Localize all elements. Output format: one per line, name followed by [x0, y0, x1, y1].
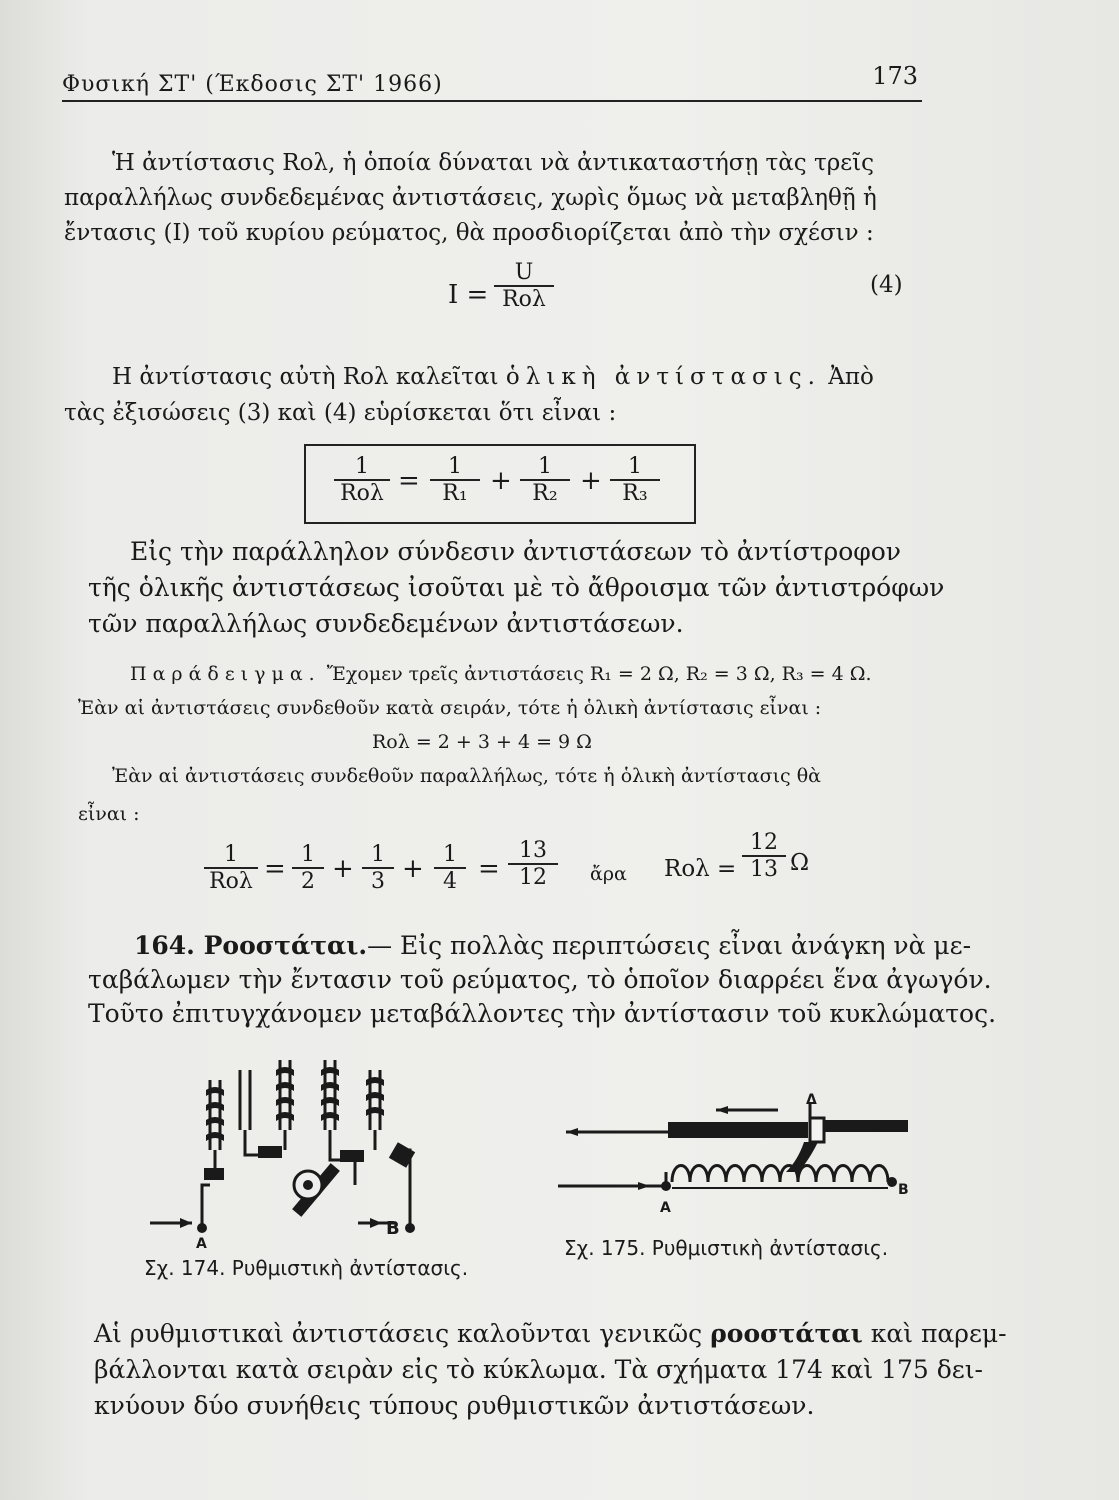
par-plus-1: +: [332, 854, 354, 884]
para1-line1: Ἡ ἀντίστασις Rολ, ἡ ὁποία δύναται νὰ ἀντικαταστήσῃ τὰς τρεῖς: [112, 150, 875, 176]
par-equals-2: =: [478, 854, 500, 884]
par-frac-quarter-den: 4: [434, 867, 466, 894]
par-frac-total-num: 1: [224, 842, 238, 867]
par-frac-half-num: 1: [301, 842, 315, 867]
para2-text: Η ἀντίστασις αὐτὴ Rολ καλεῖται: [112, 364, 499, 390]
fig175-label-b: B: [898, 1182, 909, 1198]
box-frac-r2: [520, 454, 570, 506]
section164-line3: Τοῦτο ἐπιτυγχάνομεν μεταβάλλοντες τὴν ἀντίστασιν τοῦ κυκλώματος.: [88, 999, 997, 1028]
closing-line3: κνύουν δύο συνήθεις τύπους ρυθμιστικῶν ἀντιστάσεων.: [94, 1391, 815, 1420]
par-equals-1: =: [264, 854, 286, 884]
closing-text-end: καὶ παρεμ-: [870, 1319, 1007, 1348]
box-frac-r3: [610, 454, 660, 506]
closing-text: Αἱ ρυθμιστικαὶ ἀντιστάσεις καλοῦνται γενικῶς: [94, 1319, 703, 1348]
eq4-denominator: Rολ: [494, 285, 554, 312]
example-label: Παράδειγμα.: [130, 663, 321, 685]
example-line1: [130, 660, 872, 688]
par-frac-half: [292, 842, 324, 894]
rule-line1: Εἰς τὴν παράλληλον σύνδεσιν ἀντιστάσεων τὸ ἀντίστροφον: [130, 537, 902, 566]
par-frac-result-den: 13: [742, 855, 786, 882]
box-frac-r2-den: R₂: [520, 479, 570, 506]
par-frac-quarter-num: 1: [443, 842, 457, 867]
par-result-unit: Ω: [790, 850, 810, 876]
formula-box: [304, 444, 696, 524]
par-frac-result: [742, 830, 786, 882]
eq4-numerator: U: [514, 260, 534, 285]
rule-line2: τῆς ὁλικῆς ἀντιστάσεως ἰσοῦται μὲ τὸ ἄθροισμα τῶν ἀντιστρόφων: [88, 573, 945, 602]
closing-line2: βάλλονται κατὰ σειρὰν εἰς τὸ κύκλωμα. Τὰ σχήματα 174 καὶ 175 δει-: [94, 1355, 984, 1384]
para2-line2: τὰς ἐξισώσεις (3) καὶ (4) εὑρίσκεται ὅτι εἶναι :: [64, 400, 617, 426]
example-given: Ἔχομεν τρεῖς ἀντιστάσεις R₁ = 2 Ω, R₂ = 3 Ω, R₃ = 4 Ω.: [326, 663, 872, 685]
fig175-caption: Σχ. 175. Ρυθμιστικὴ ἀντίστασις.: [564, 1236, 889, 1260]
box-frac-total: [334, 454, 390, 506]
fig174-label-a: A: [196, 1236, 207, 1250]
section164-heading: 164. Ροοστάται.: [134, 931, 368, 960]
para2-line1: [112, 362, 874, 393]
box-equals: =: [398, 466, 420, 496]
section164-intro: — Εἰς πολλὰς περιπτώσεις εἶναι ἀνάγκη νὰ με-: [367, 931, 972, 960]
fig174-caption: Σχ. 174. Ρυθμιστικὴ ἀντίστασις.: [144, 1256, 469, 1280]
par-frac-result-num: 12: [750, 830, 778, 855]
para2-text-end: Ἀπὸ: [828, 364, 874, 390]
para1-line3: ἔντασις (Ι) τοῦ κυρίου ρεύματος, θὰ προσδιορίζεται ἀπὸ τὴν σχέσιν :: [64, 220, 874, 246]
para1-line2: παραλλήλως συνδεδεμένας ἀντιστάσεις, χωρὶς ὅμως νὰ μεταβληθῇ ἡ: [64, 185, 877, 211]
eq4-label: (4): [870, 272, 903, 298]
par-frac-total-den: Rολ: [204, 867, 258, 894]
example-line4: εἶναι :: [78, 803, 140, 825]
par-result-lhs: Rολ =: [664, 856, 737, 882]
box-frac-r2-num: 1: [538, 454, 552, 479]
term-total-resistance: ὁλικὴ ἀντίστασις.: [505, 364, 821, 390]
par-frac-sum-num: 13: [519, 838, 547, 863]
figure-175-slide-rheostat: [548, 1090, 918, 1220]
box-plus-1: +: [490, 466, 512, 496]
par-frac-sum-den: 12: [508, 863, 558, 890]
par-frac-half-den: 2: [292, 867, 324, 894]
running-title: Φυσική ΣΤ' (Έκδοσις ΣΤ' 1966): [62, 72, 443, 97]
page-header: [62, 62, 922, 102]
box-frac-r1-den: R₁: [430, 479, 480, 506]
eq4-fraction: [494, 260, 554, 312]
fig174-label-b: B: [386, 1218, 400, 1239]
series-equation: Rολ = 2 + 3 + 4 = 9 Ω: [372, 731, 592, 753]
section164-line2: ταβάλωμεν τὴν ἔντασιν τοῦ ρεύματος, τὸ ὁποῖον διαρρέει ἕνα ἀγωγόν.: [88, 965, 992, 994]
box-frac-r3-num: 1: [628, 454, 642, 479]
example-line2: Ἐὰν αἱ ἀντιστάσεις συνδεθοῦν κατὰ σειράν, τότε ἡ ὁλικὴ ἀντίστασις εἶναι :: [78, 697, 822, 719]
box-plus-2: +: [580, 466, 602, 496]
rule-line3: τῶν παραλλήλως συνδεδεμένων ἀντιστάσεων.: [88, 609, 684, 638]
par-frac-third: [362, 842, 394, 894]
figure-174-step-rheostat: [140, 1050, 470, 1250]
eq4-lhs: I =: [448, 280, 489, 310]
par-plus-2: +: [402, 854, 424, 884]
closing-line1: [94, 1316, 1007, 1352]
term-rheostats: ροοστάται: [710, 1319, 863, 1348]
box-frac-total-num: 1: [355, 454, 369, 479]
box-frac-r1-num: 1: [448, 454, 462, 479]
par-frac-sum: [508, 838, 558, 890]
fig175-label-a: A: [660, 1200, 671, 1216]
example-line3: Ἐὰν αἱ ἀντιστάσεις συνδεθοῦν παραλλήλως, τότε ἡ ὁλικὴ ἀντίστασις θὰ: [112, 765, 821, 787]
par-therefore: ἄρα: [590, 863, 627, 885]
page-number: 173: [872, 62, 918, 90]
par-frac-total: [204, 842, 258, 894]
box-frac-r1: [430, 454, 480, 506]
par-frac-third-den: 3: [362, 867, 394, 894]
fig175-label-d: Δ: [806, 1092, 817, 1108]
box-frac-total-den: Rολ: [334, 479, 390, 506]
par-frac-third-num: 1: [371, 842, 385, 867]
section164-line1: [134, 928, 971, 964]
box-frac-r3-den: R₃: [610, 479, 660, 506]
par-frac-quarter: [434, 842, 466, 894]
